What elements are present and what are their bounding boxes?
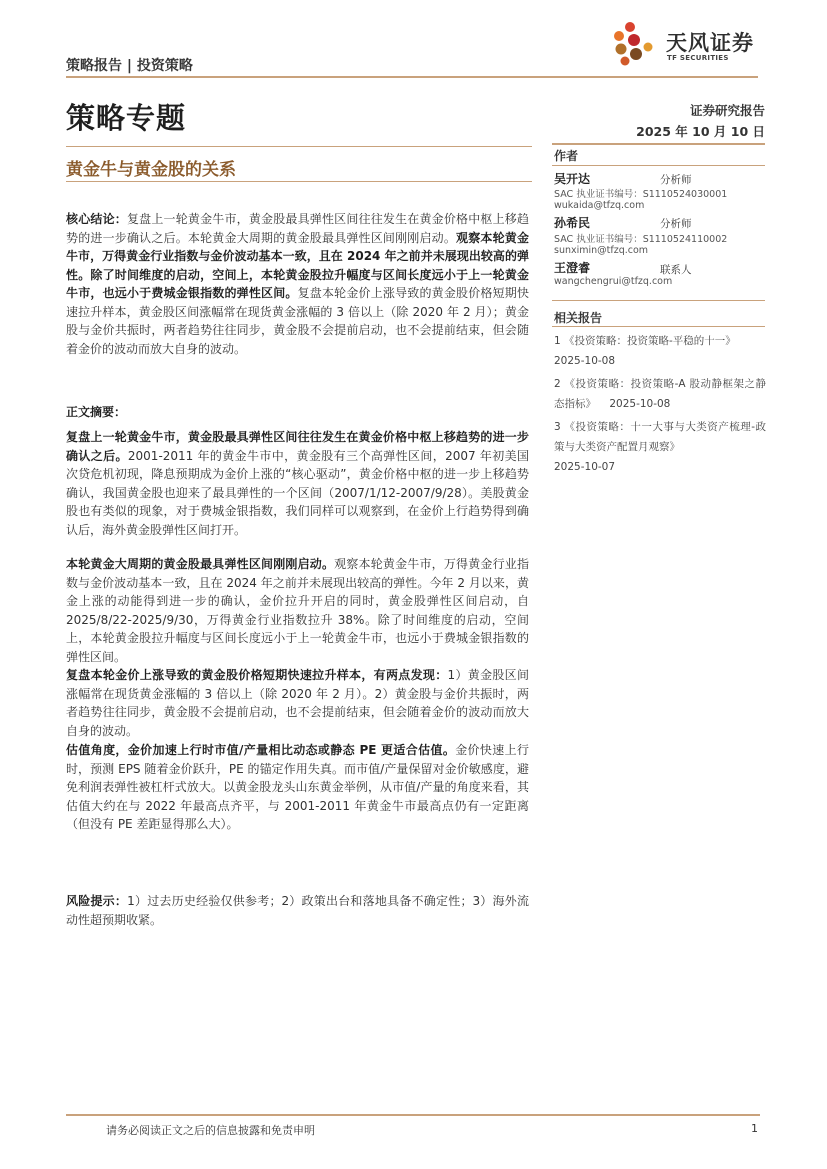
paragraph-lead: 复盘上一轮黄金牛市，黄金股最具弹性区间往往发生在黄金价格中枢上移趋势的进一步确认之后。 — [66, 430, 529, 463]
author-cert: SAC 执业证书编号：S1110524110002 — [554, 234, 728, 245]
related-report-item[interactable] — [554, 417, 766, 477]
header-divider — [66, 76, 758, 78]
footer-disclaimer[interactable]: 请务必阅读正文之后的信息披露和免责申明 — [106, 1124, 315, 1137]
risk-warning — [66, 892, 529, 929]
title-rule-bottom — [66, 181, 532, 182]
authors-heading: 作者 — [554, 149, 579, 163]
summary-paragraph — [66, 741, 529, 834]
author-cert: SAC 执业证书编号：S1110524030001 — [554, 189, 728, 200]
title-rule-top — [66, 146, 532, 147]
paragraph-lead: 复盘本轮金价上涨导致的黄金股价格短期快速拉升样本，有两点发现： — [66, 668, 448, 682]
summary-paragraph — [66, 555, 529, 666]
logo-name-cn: 天风证券 — [666, 31, 754, 55]
risk-text: 1）过去历史经验仅供参考；2）政策出台和落地具备不确定性；3）海外流动性超预期收紧。 — [66, 894, 529, 927]
paragraph-body: 观察本轮黄金牛市，万得黄金行业指数与金价波动基本一致，且在 2024 年之前并未展现出较高的弹性。今年 2 月以来，黄金上涨的动能得到进一步的确认，金价拉升开启的同时，黄金股弹性区间启动，自 2025/8/22-2025/9/30，万得黄金行业指数拉升 38%。除了时间维度的启动，空间上，本轮黄金股拉升幅度与区间长度远小于上一轮黄金牛市，也远小于费城金银指数的弹性区间。 — [66, 557, 529, 664]
author-name: 王澄睿 — [554, 261, 591, 275]
summary-paragraph — [66, 666, 529, 740]
paragraph-lead: 估值角度，金价加速上行时市值/产量相比动态或静态 PE 更适合估值。 — [66, 743, 456, 757]
risk-label: 风险提示： — [66, 894, 128, 908]
related-report-title[interactable]: 2 《投资策略：投资策略-A 股动静框架之静态指标》 — [554, 378, 766, 410]
report-date: 2025 年 10 月 10 日 — [636, 124, 765, 139]
related-report-title[interactable]: 1 《投资策略：投资策略-平稳的十一》 — [554, 335, 736, 347]
author-name: 孙希民 — [554, 216, 591, 230]
report-series: 策略报告 | 投资策略 — [66, 58, 193, 74]
related-report-date: 2025-10-08 — [554, 355, 616, 367]
related-report-item[interactable] — [554, 331, 766, 371]
author-role: 联系人 — [660, 264, 692, 276]
author-name: 吴开达 — [554, 172, 591, 186]
report-subtitle: 黄金牛与黄金股的关系 — [66, 160, 236, 180]
author-email[interactable]: wukaida@tfzq.com — [554, 200, 645, 211]
author-role: 分析师 — [660, 218, 692, 230]
paragraph-lead: 本轮黄金大周期的黄金股最具弹性区间刚刚启动。 — [66, 557, 335, 571]
related-report-title[interactable]: 3 《投资策略：十一大事与大类资产梳理-政策与大类资产配置月观察》 — [554, 421, 766, 453]
author-role: 分析师 — [660, 174, 692, 186]
author-email[interactable]: wangchengrui@tfzq.com — [554, 276, 673, 287]
related-report-date: 2025-10-08 — [609, 398, 671, 410]
page-number: 1 — [751, 1122, 758, 1135]
summary-paragraph — [66, 428, 529, 539]
core-bold-text: 观察本轮黄金牛市，万得黄金行业指数与金价波动基本一致，且在 2024 年之前并未展现出较高的弹性。除了时间维度的启动，空间上，本轮黄金股拉升幅度与区间长度远小于上一轮黄金牛市，也远小于费城金银指数的弹性区间。 — [66, 230, 529, 300]
core-conclusion — [66, 210, 529, 358]
paragraph-body: 1）黄金股区间涨幅常在现货黄金涨幅的 3 倍以上（除 2020 年 2 月）。2）黄金股与金价共振时，两者趋势往往同步，黄金股不会提前启动，也不会提前结束，但会随着金价的波动而放大自身的波动。 — [66, 668, 529, 738]
logo-mark-icon — [610, 18, 666, 68]
authors-rule — [552, 165, 765, 166]
paragraph-body: 金价快速上行时，预测 EPS 随着金价跃升，PE 的锚定作用失真。而市值/产量保留对金价敏感度，避免利润表弹性被杠杆式放大。以黄金股龙头山东黄金举例，从市值/产量的角度来看，其估值大约在与 2022 年最高点齐平，与 2001-2011 年黄金牛市最高点仍有一定距离（但没有 PE 差距显得那么大）。 — [66, 743, 529, 831]
footer-divider — [66, 1114, 760, 1116]
summary-heading: 正文摘要： — [66, 405, 127, 419]
page-title: 策略专题 — [66, 101, 187, 135]
sidebar-rule-top — [552, 143, 765, 145]
author-email[interactable]: sunximin@tfzq.com — [554, 245, 649, 256]
core-text: 复盘本轮金价上涨导致的黄金股价格短期快速拉升样本，黄金股区间涨幅常在现货黄金涨幅的 3 倍以上（除 2020 年 2 月）；黄金股与金价共振时，两者趋势往往同步，黄金股不会提前启动，也不会提前结束，但会随着金价的波动而放大自身的波动。 — [66, 286, 529, 356]
related-report-item[interactable] — [554, 374, 766, 414]
related-report-date: 2025-10-07 — [554, 461, 616, 473]
paragraph-body: 2001-2011 年的黄金牛市中，黄金股有三个高弹性区间，2007 年初美国次贷危机初现，降息预期成为金价上涨的“核心驱动”，黄金价格中枢的进一步上移趋势确认，我国黄金股也迎来了最具弹性的一个区间（2007/1/12-2007/9/28）。美股黄金股也有类似的现象，对于费城金银指数，我们同样可以观察到，在金价上行趋势得到确认后，海外黄金股弹性区间打开。 — [66, 448, 529, 537]
report-type: 证券研究报告 — [689, 103, 765, 118]
core-label: 核心结论： — [66, 212, 127, 226]
related-heading: 相关报告 — [554, 311, 603, 325]
core-text: 复盘上一轮黄金牛市，黄金股最具弹性区间往往发生在黄金价格中枢上移趋势的进一步确认之后。本轮黄金大周期的黄金股最具弹性区间刚刚启动。 — [66, 212, 529, 245]
related-rule-top — [552, 300, 765, 301]
related-rule — [552, 326, 765, 327]
logo-name-en: TF SECURITIES — [667, 54, 729, 62]
